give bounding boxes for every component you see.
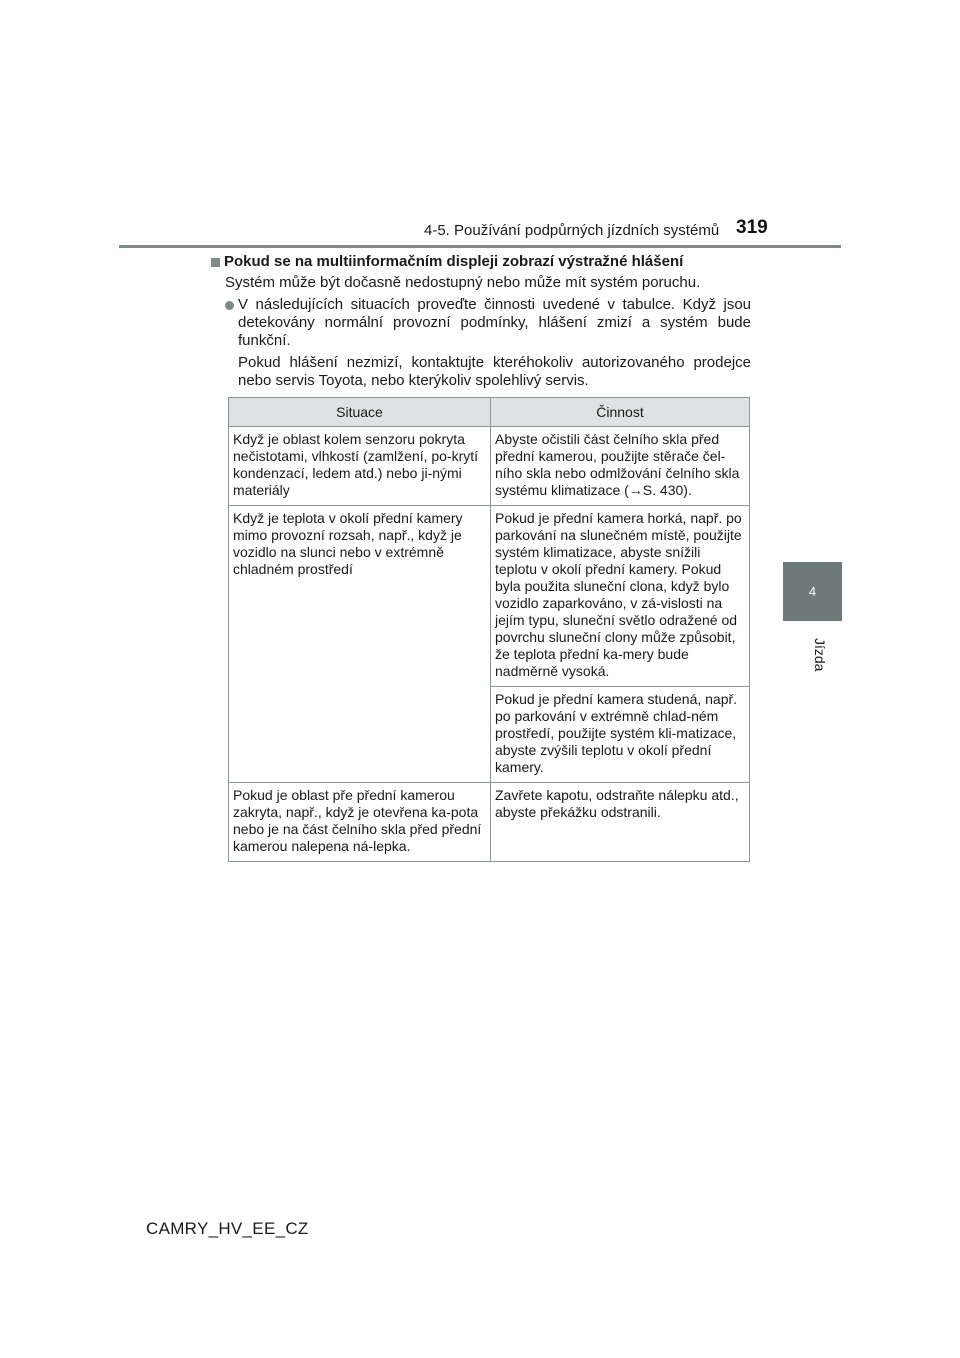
bullet-item bbox=[225, 296, 751, 350]
table-header-row bbox=[229, 398, 750, 427]
action-cell: Pokud je přední kamera horká, např. po parkování na slunečném místě, použijte systém klimatizace, abyste snížili teplotu v okolí přední kamery. Pokud byla použita sluneční clona, když bylo vozidlo zaparkováno, v zá-vislosti na jejím typu, sluneční světlo odražené od povrchu sluneční clony může způsobit, že teplota přední ka-mery bude nadměrně vysoká. bbox=[491, 506, 750, 687]
intro-text: Systém může být dočasně nedostupný nebo může mít systém poruchu. bbox=[225, 274, 701, 291]
section-heading bbox=[211, 253, 751, 271]
circle-bullet-icon bbox=[225, 301, 234, 310]
action-cell: Pokud je přední kamera studená, např. po parkování v extrémně chlad-ném prostředí, použijte systém kli-matizace, abyste zvýšili teplotu v okolí přední kamery. bbox=[491, 687, 750, 783]
table-row bbox=[229, 783, 750, 862]
action-cell: Zavřete kapotu, odstraňte nálepku atd., abyste překážku odstranili. bbox=[491, 783, 750, 862]
table-row bbox=[229, 506, 750, 687]
column-header-situation: Situace bbox=[229, 398, 491, 427]
situation-cell: Když je teplota v okolí přední kamery mimo provozní rozsah, např., když je vozidlo na slunci nebo v extrémně chladném prostředí bbox=[229, 506, 491, 783]
situation-action-table bbox=[228, 397, 750, 862]
bullet-note: Pokud hlášení nezmizí, kontaktujte kteréhokoliv autorizovaného prodejce nebo servis Toyota, nebo kterýkoliv spolehlivý servis. bbox=[238, 354, 751, 389]
page-number: 319 bbox=[736, 217, 768, 238]
column-header-action: Činnost bbox=[491, 398, 750, 427]
chapter-number: 4 bbox=[808, 584, 817, 599]
table-row bbox=[229, 427, 750, 506]
chapter-tab[interactable] bbox=[783, 562, 842, 621]
square-bullet-icon bbox=[211, 258, 220, 267]
situation-cell: Pokud je oblast pře přední kamerou zakryta, např., když je otevřena ka-pota nebo je na část čelního skla před přední kamerou nalepena ná-lepka. bbox=[229, 783, 491, 862]
header-divider bbox=[119, 245, 841, 248]
bullet-text: V následujících situacích proveďte činnosti uvedené v tabulce. Když jsou detekovány normální provozní podmínky, hlášení zmizí a systém bude funkční. bbox=[238, 296, 751, 349]
situation-cell: Když je oblast kolem senzoru pokryta nečistotami, vlhkostí (zamlžení, po-krytí kondenzací, ledem atd.) nebo ji-nými materiály bbox=[229, 427, 491, 506]
main-content bbox=[211, 253, 751, 390]
action-cell: Abyste očistili část čelního skla před přední kamerou, použijte stěrače čel-ního skla nebo odmlžování čelního skla systému klimatizace (→S. 430). bbox=[491, 427, 750, 506]
section-heading-text: Pokud se na multiinformačním displeji zobrazí výstražné hlášení bbox=[224, 253, 684, 270]
chapter-label: Jízda bbox=[812, 638, 828, 672]
section-title: 4-5. Používání podpůrných jízdních systémů bbox=[424, 222, 720, 239]
document-code: CAMRY_HV_EE_CZ bbox=[146, 1219, 309, 1238]
